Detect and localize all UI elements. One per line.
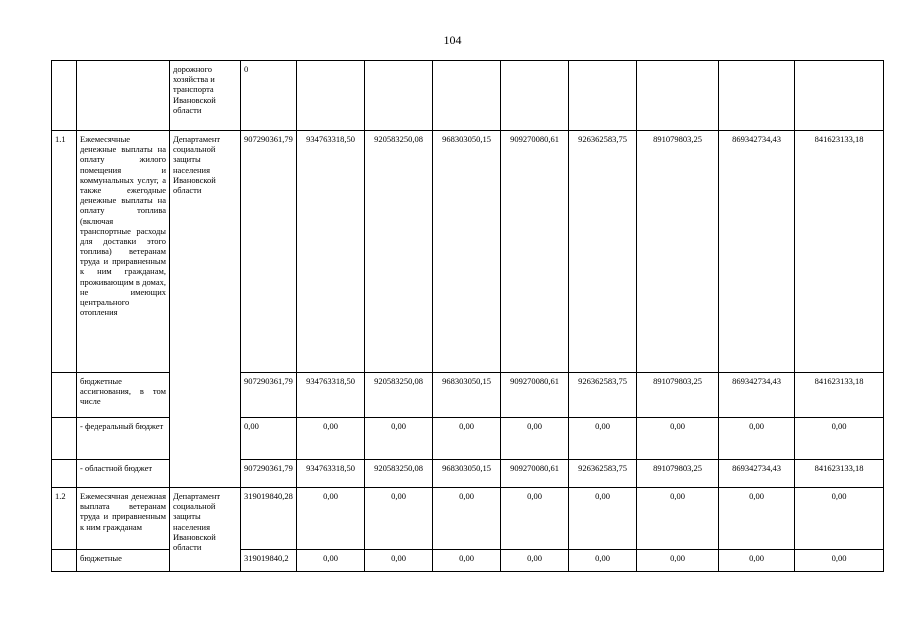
- value-cell: [501, 61, 569, 131]
- value-cell: [719, 550, 795, 572]
- value-cell-text: 891079803,25: [653, 376, 702, 386]
- value-cell-text: 0,00: [670, 553, 685, 563]
- row-description-cell: [77, 61, 170, 131]
- value-cell-text: 0,00: [244, 421, 259, 431]
- value-cell: [433, 488, 501, 550]
- value-cell-text: 0,00: [459, 553, 474, 563]
- value-cell: [569, 418, 637, 460]
- row-index-cell: [52, 550, 77, 572]
- value-cell: [569, 373, 637, 418]
- value-cell: [719, 418, 795, 460]
- value-cell-text: 926362583,75: [578, 134, 627, 144]
- value-cell: [569, 131, 637, 373]
- value-cell: [569, 550, 637, 572]
- value-cell-text: 934763318,50: [306, 134, 355, 144]
- value-cell: [365, 373, 433, 418]
- value-cell: [795, 550, 884, 572]
- row-description-cell-text: Ежемесячные денежные выплаты на оплату жилого помещения и коммунальных услуг, а также ежегодные денежные выплаты на оплату топлива (включая транспортные расходы для доставки этого топлива) ветеранам труда и приравненным к ним гражданам, проживающим в домах, не имеющих центрального отопления: [80, 134, 166, 318]
- row-index-cell-text: 1.2: [55, 491, 66, 501]
- value-cell-text: 0,00: [459, 491, 474, 501]
- row-description-cell: [77, 460, 170, 488]
- value-cell: [637, 131, 719, 373]
- value-cell: [241, 460, 297, 488]
- value-cell: [569, 460, 637, 488]
- value-cell-text: 926362583,75: [578, 376, 627, 386]
- row-index-cell: [52, 131, 77, 373]
- value-cell-text: 891079803,25: [653, 463, 702, 473]
- budget-table: [51, 60, 884, 572]
- row-description-cell: [77, 373, 170, 418]
- value-cell-text: 0,00: [527, 553, 542, 563]
- value-cell-text: 0,00: [749, 421, 764, 431]
- value-cell-text: 0,00: [391, 421, 406, 431]
- value-cell: [433, 373, 501, 418]
- value-cell: [365, 550, 433, 572]
- value-cell-text: 0,00: [595, 421, 610, 431]
- value-cell-text: 920583250,08: [374, 463, 423, 473]
- row-description-cell-text: - областной бюджет: [80, 463, 153, 473]
- value-cell-text: 0,00: [670, 421, 685, 431]
- value-cell: [297, 61, 365, 131]
- value-cell: [501, 373, 569, 418]
- value-cell: [501, 460, 569, 488]
- row-index-cell: [52, 488, 77, 550]
- value-cell: [297, 488, 365, 550]
- row-description-cell: [77, 488, 170, 550]
- value-cell: [637, 418, 719, 460]
- row-executor-cell-text: дорожного хозяйства и транспорта Ивановской области: [173, 64, 216, 115]
- value-cell-text: 841623133,18: [814, 134, 864, 144]
- row-executor-cell: [170, 488, 241, 572]
- value-cell: [365, 460, 433, 488]
- value-cell: [297, 418, 365, 460]
- value-cell-text: 920583250,08: [374, 376, 423, 386]
- value-cell: [501, 488, 569, 550]
- value-cell-text: 0,00: [323, 553, 338, 563]
- value-cell: [241, 61, 297, 131]
- value-cell: [795, 61, 884, 131]
- value-cell: [433, 550, 501, 572]
- value-cell-text: 0,00: [323, 491, 338, 501]
- value-cell: [637, 61, 719, 131]
- value-cell: [501, 550, 569, 572]
- value-cell-text: 0,00: [527, 421, 542, 431]
- value-cell-text: 869342734,43: [732, 463, 781, 473]
- value-cell: [795, 488, 884, 550]
- value-cell: [365, 131, 433, 373]
- row-executor-cell-text: Департамент социальной защиты населения Ивановской области: [173, 491, 221, 552]
- value-cell: [241, 131, 297, 373]
- row-executor-cell: [170, 131, 241, 488]
- value-cell: [719, 373, 795, 418]
- value-cell-text: 0,00: [749, 491, 764, 501]
- value-cell: [569, 61, 637, 131]
- page-number: 104: [443, 33, 462, 47]
- value-cell-text: 0,00: [831, 553, 847, 563]
- row-executor-cell: [170, 61, 241, 131]
- value-cell-text: 0,00: [391, 491, 406, 501]
- value-cell-text: 907290361,79: [244, 376, 293, 386]
- value-cell-text: 909270080,61: [510, 376, 559, 386]
- value-cell-text: 0: [244, 64, 249, 74]
- value-cell: [241, 550, 297, 572]
- table-row: [52, 131, 884, 373]
- value-cell: [501, 131, 569, 373]
- value-cell-text: 907290361,79: [244, 463, 293, 473]
- value-cell: [637, 488, 719, 550]
- value-cell: [637, 373, 719, 418]
- row-description-cell-text: бюджетные ассигнования, в том числе: [80, 376, 166, 407]
- value-cell: [365, 418, 433, 460]
- value-cell-text: 0,00: [459, 421, 474, 431]
- value-cell-text: 968303050,15: [442, 463, 491, 473]
- value-cell-text: 0,00: [527, 491, 542, 501]
- value-cell: [297, 131, 365, 373]
- value-cell: [719, 488, 795, 550]
- value-cell: [433, 61, 501, 131]
- row-description-cell: [77, 418, 170, 460]
- row-description-cell-text: Ежемесячная денежная выплата ветеранам труда и приравненным к ним гражданам: [80, 491, 166, 532]
- value-cell-text: 0,00: [670, 491, 685, 501]
- value-cell: [433, 131, 501, 373]
- value-cell-text: 0,00: [595, 491, 610, 501]
- value-cell: [795, 131, 884, 373]
- value-cell: [719, 460, 795, 488]
- row-index-cell: [52, 373, 77, 418]
- value-cell: [719, 131, 795, 373]
- value-cell-text: 968303050,15: [442, 376, 491, 386]
- value-cell: [637, 460, 719, 488]
- value-cell-text: 0,00: [323, 421, 338, 431]
- value-cell-text: 319019840,2: [244, 553, 289, 563]
- row-index-cell-text: 1.1: [55, 134, 66, 144]
- value-cell-text: 909270080,61: [510, 134, 559, 144]
- value-cell-text: 968303050,15: [442, 134, 491, 144]
- value-cell: [569, 488, 637, 550]
- value-cell: [795, 418, 884, 460]
- value-cell: [795, 460, 884, 488]
- value-cell-text: 0,00: [831, 421, 847, 431]
- value-cell: [241, 373, 297, 418]
- value-cell: [637, 550, 719, 572]
- value-cell: [241, 488, 297, 550]
- value-cell-text: 934763318,50: [306, 463, 355, 473]
- value-cell: [297, 460, 365, 488]
- value-cell-text: 920583250,08: [374, 134, 423, 144]
- value-cell-text: 0,00: [391, 553, 406, 563]
- value-cell-text: 907290361,79: [244, 134, 293, 144]
- value-cell: [433, 460, 501, 488]
- value-cell: [297, 373, 365, 418]
- value-cell: [719, 61, 795, 131]
- value-cell-text: 841623133,18: [814, 463, 864, 473]
- row-description-cell-text: бюджетные: [80, 553, 122, 563]
- value-cell-text: 926362583,75: [578, 463, 627, 473]
- value-cell-text: 0,00: [595, 553, 610, 563]
- row-description-cell: [77, 131, 170, 373]
- value-cell-text: 319019840,28: [244, 491, 293, 501]
- row-index-cell: [52, 418, 77, 460]
- value-cell: [365, 61, 433, 131]
- value-cell-text: 891079803,25: [653, 134, 702, 144]
- value-cell: [297, 550, 365, 572]
- value-cell-text: 869342734,43: [732, 134, 781, 144]
- row-index-cell: [52, 460, 77, 488]
- row-index-cell: [52, 61, 77, 131]
- row-executor-cell-text: Департамент социальной защиты населения Ивановской области: [173, 134, 221, 195]
- value-cell-text: 909270080,61: [510, 463, 559, 473]
- value-cell: [795, 373, 884, 418]
- value-cell-text: 0,00: [831, 491, 847, 501]
- value-cell: [433, 418, 501, 460]
- table-row: [52, 61, 884, 131]
- table-row: [52, 488, 884, 550]
- row-description-cell: [77, 550, 170, 572]
- row-description-cell-text: - федеральный бюджет: [80, 421, 164, 431]
- value-cell-text: 934763318,50: [306, 376, 355, 386]
- value-cell-text: 869342734,43: [732, 376, 781, 386]
- value-cell: [241, 418, 297, 460]
- value-cell-text: 841623133,18: [814, 376, 864, 386]
- value-cell: [365, 488, 433, 550]
- value-cell: [501, 418, 569, 460]
- value-cell-text: 0,00: [749, 553, 764, 563]
